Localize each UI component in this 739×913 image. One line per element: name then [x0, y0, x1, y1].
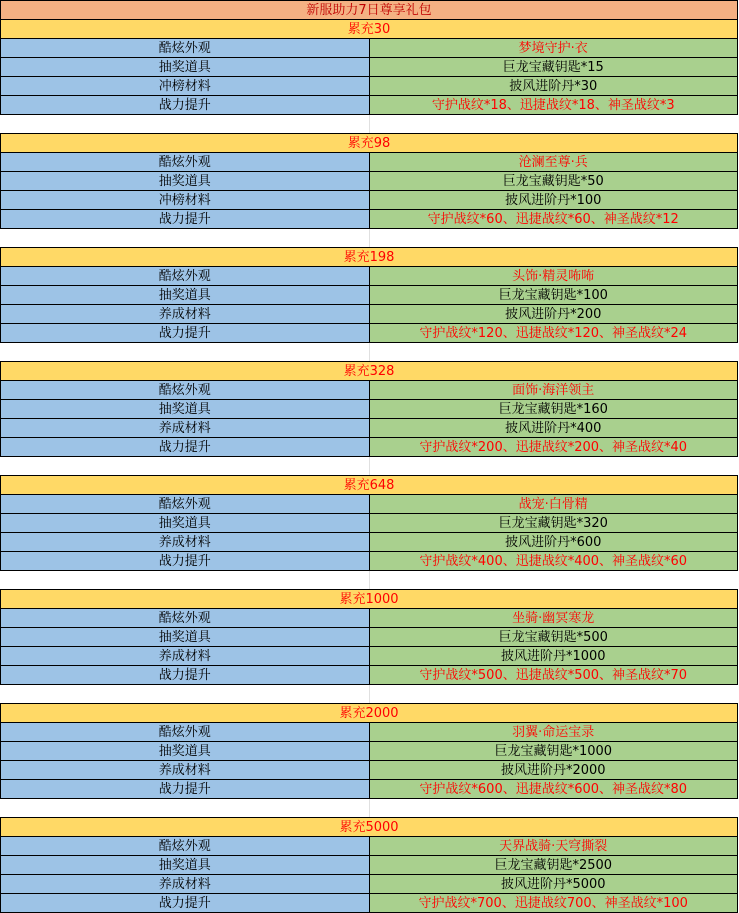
spacer-row: [1, 571, 738, 590]
reward-value-skin: 梦境守护·衣: [369, 39, 738, 58]
row-label-power: 战力提升: [1, 324, 370, 343]
reward-value-draw: 巨龙宝藏钥匙*2500: [369, 856, 738, 875]
spacer-row: [1, 799, 738, 818]
row-label-skin: 酷炫外观: [1, 381, 370, 400]
reward-value-skin: 头饰·精灵咘咘: [369, 267, 738, 286]
reward-value-skin: 沧澜至尊·兵: [369, 153, 738, 172]
reward-row-draw: [1, 286, 738, 305]
spacer-cell: [1, 229, 370, 248]
reward-value-skin: 天界战骑·天穹撕裂: [369, 837, 738, 856]
tier-header-row: [1, 704, 738, 723]
reward-row-skin: [1, 39, 738, 58]
reward-value-power: 守护战纹*120、迅捷战纹*120、神圣战纹*24: [369, 324, 738, 343]
reward-value-draw: 巨龙宝藏钥匙*15: [369, 58, 738, 77]
row-label-draw: 抽奖道具: [1, 286, 370, 305]
row-label-material: 养成材料: [1, 305, 370, 324]
row-label-material: 冲榜材料: [1, 191, 370, 210]
tier-header: 累充648: [1, 476, 738, 495]
row-label-draw: 抽奖道具: [1, 742, 370, 761]
row-label-draw: 抽奖道具: [1, 400, 370, 419]
reward-value-skin: 面饰·海洋领主: [369, 381, 738, 400]
row-label-skin: 酷炫外观: [1, 39, 370, 58]
row-label-power: 战力提升: [1, 96, 370, 115]
spacer-cell: [369, 115, 738, 134]
spacer-cell: [369, 343, 738, 362]
reward-value-material: 披风进阶丹*400: [369, 419, 738, 438]
reward-value-power: 守护战纹*600、迅捷战纹*600、神圣战纹*80: [369, 780, 738, 799]
row-label-material: 养成材料: [1, 761, 370, 780]
reward-value-material: 披风进阶丹*200: [369, 305, 738, 324]
reward-row-skin: [1, 153, 738, 172]
reward-value-draw: 巨龙宝藏钥匙*160: [369, 400, 738, 419]
reward-value-skin: 坐骑·幽冥寒龙: [369, 609, 738, 628]
tier-header: 累充30: [1, 20, 738, 39]
row-label-material: 养成材料: [1, 647, 370, 666]
reward-value-power: 守护战纹*60、迅捷战纹*60、神圣战纹*12: [369, 210, 738, 229]
reward-row-material: [1, 77, 738, 96]
spacer-cell: [1, 571, 370, 590]
row-label-power: 战力提升: [1, 552, 370, 571]
reward-row-material: [1, 875, 738, 894]
reward-row-material: [1, 305, 738, 324]
tier-header-row: [1, 476, 738, 495]
spacer-row: [1, 115, 738, 134]
reward-row-draw: [1, 856, 738, 875]
spacer-row: [1, 343, 738, 362]
spacer-cell: [1, 685, 370, 704]
reward-row-draw: [1, 400, 738, 419]
reward-value-material: 披风进阶丹*30: [369, 77, 738, 96]
row-label-skin: 酷炫外观: [1, 495, 370, 514]
row-label-material: 养成材料: [1, 875, 370, 894]
row-label-skin: 酷炫外观: [1, 837, 370, 856]
reward-row-power: [1, 324, 738, 343]
page-title: 新服助力7日尊享礼包: [1, 1, 738, 20]
tier-header: 累充5000: [1, 818, 738, 837]
reward-row-skin: [1, 267, 738, 286]
reward-row-draw: [1, 172, 738, 191]
tier-header-row: [1, 20, 738, 39]
spacer-cell: [369, 571, 738, 590]
reward-value-power: 守护战纹*200、迅捷战纹*200、神圣战纹*40: [369, 438, 738, 457]
spacer-cell: [369, 229, 738, 248]
row-label-draw: 抽奖道具: [1, 856, 370, 875]
reward-value-draw: 巨龙宝藏钥匙*1000: [369, 742, 738, 761]
reward-value-draw: 巨龙宝藏钥匙*100: [369, 286, 738, 305]
tier-header-row: [1, 818, 738, 837]
tier-header: 累充1000: [1, 590, 738, 609]
spacer-row: [1, 229, 738, 248]
reward-row-power: [1, 210, 738, 229]
row-label-power: 战力提升: [1, 780, 370, 799]
spacer-cell: [369, 799, 738, 818]
reward-value-power: 守护战纹*18、迅捷战纹*18、神圣战纹*3: [369, 96, 738, 115]
tier-header: 累充98: [1, 134, 738, 153]
reward-row-skin: [1, 723, 738, 742]
reward-value-material: 披风进阶丹*100: [369, 191, 738, 210]
tier-header: 累充2000: [1, 704, 738, 723]
spacer-cell: [1, 115, 370, 134]
reward-row-power: [1, 552, 738, 571]
spacer-cell: [1, 457, 370, 476]
reward-row-power: [1, 780, 738, 799]
row-label-skin: 酷炫外观: [1, 609, 370, 628]
row-label-power: 战力提升: [1, 666, 370, 685]
reward-value-material: 披风进阶丹*5000: [369, 875, 738, 894]
row-label-skin: 酷炫外观: [1, 153, 370, 172]
row-label-material: 养成材料: [1, 533, 370, 552]
row-label-material: 冲榜材料: [1, 77, 370, 96]
reward-row-draw: [1, 628, 738, 647]
reward-row-material: [1, 419, 738, 438]
tier-header-row: [1, 590, 738, 609]
tier-header-row: [1, 134, 738, 153]
reward-value-power: 守护战纹*700、迅捷战纹700、神圣战纹*100: [369, 894, 738, 913]
reward-row-skin: [1, 837, 738, 856]
reward-value-power: 守护战纹*400、迅捷战纹*400、神圣战纹*60: [369, 552, 738, 571]
reward-row-skin: [1, 609, 738, 628]
reward-value-material: 披风进阶丹*600: [369, 533, 738, 552]
row-label-draw: 抽奖道具: [1, 172, 370, 191]
spacer-row: [1, 457, 738, 476]
reward-value-draw: 巨龙宝藏钥匙*50: [369, 172, 738, 191]
spacer-cell: [1, 799, 370, 818]
reward-row-draw: [1, 58, 738, 77]
row-label-power: 战力提升: [1, 210, 370, 229]
reward-value-draw: 巨龙宝藏钥匙*320: [369, 514, 738, 533]
reward-value-draw: 巨龙宝藏钥匙*500: [369, 628, 738, 647]
reward-row-power: [1, 96, 738, 115]
row-label-skin: 酷炫外观: [1, 723, 370, 742]
reward-row-material: [1, 647, 738, 666]
tier-header-row: [1, 362, 738, 381]
reward-row-power: [1, 666, 738, 685]
row-label-power: 战力提升: [1, 438, 370, 457]
tier-header-row: [1, 248, 738, 267]
row-label-draw: 抽奖道具: [1, 58, 370, 77]
reward-row-power: [1, 894, 738, 913]
reward-row-power: [1, 438, 738, 457]
tier-header: 累充328: [1, 362, 738, 381]
row-label-draw: 抽奖道具: [1, 514, 370, 533]
reward-table-body: [1, 1, 738, 913]
row-label-skin: 酷炫外观: [1, 267, 370, 286]
reward-row-skin: [1, 495, 738, 514]
reward-row-draw: [1, 514, 738, 533]
spacer-row: [1, 685, 738, 704]
reward-value-skin: 羽翼·命运宝录: [369, 723, 738, 742]
reward-value-material: 披风进阶丹*1000: [369, 647, 738, 666]
spacer-cell: [1, 343, 370, 362]
reward-row-material: [1, 533, 738, 552]
spacer-cell: [369, 685, 738, 704]
title-row: [1, 1, 738, 20]
reward-value-material: 披风进阶丹*2000: [369, 761, 738, 780]
reward-value-power: 守护战纹*500、迅捷战纹*500、神圣战纹*70: [369, 666, 738, 685]
row-label-draw: 抽奖道具: [1, 628, 370, 647]
reward-value-skin: 战宠·白骨精: [369, 495, 738, 514]
reward-row-material: [1, 761, 738, 780]
row-label-material: 养成材料: [1, 419, 370, 438]
reward-row-material: [1, 191, 738, 210]
spacer-cell: [369, 457, 738, 476]
reward-row-draw: [1, 742, 738, 761]
tier-header: 累充198: [1, 248, 738, 267]
row-label-power: 战力提升: [1, 894, 370, 913]
reward-row-skin: [1, 381, 738, 400]
